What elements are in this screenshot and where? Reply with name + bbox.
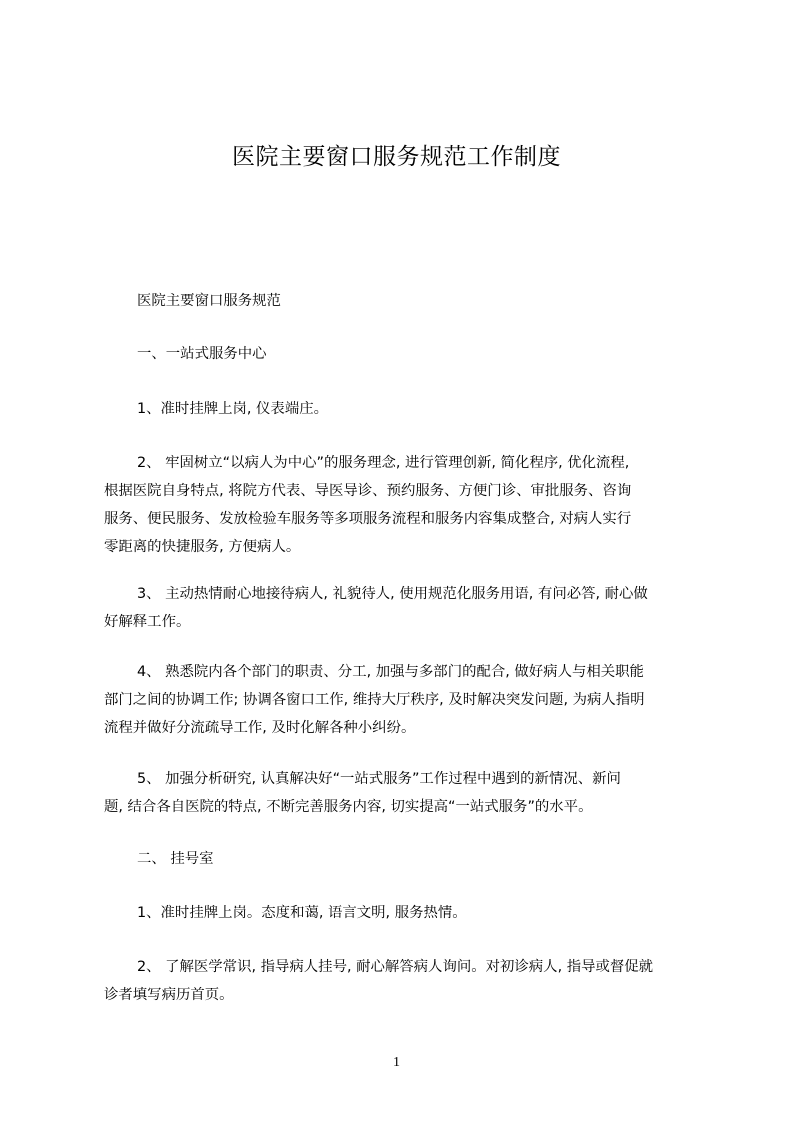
paragraph-line: 3、 主动热情耐心地接待病人, 礼貌待人, 使用规范化服务用语, 有问必答, 耐心做	[137, 586, 648, 602]
paragraph-line: 题, 结合各自医院的特点, 不断完善服务内容, 切实提高“一站式服务”的水平。	[104, 799, 593, 815]
paragraph-line: 部门之间的协调工作; 协调各窗口工作, 维持大厅秩序, 及时解决突发问题, 为病人指明	[104, 692, 645, 708]
section1-item5	[104, 765, 702, 821]
page-number: 1	[393, 1055, 400, 1070]
section1-item2	[104, 449, 702, 561]
subtitle: 医院主要窗口服务规范	[137, 293, 281, 309]
paragraph-line: 诊者填写病历首页。	[104, 987, 234, 1003]
paragraph-line: 5、 加强分析研究, 认真解决好“一站式服务”工作过程中遇到的新情况、新问	[137, 771, 621, 787]
section2-item1: 1、准时挂牌上岗。态度和蔼, 语言文明, 服务热情。	[137, 905, 467, 921]
section2-item2	[104, 953, 702, 1009]
paragraph-line: 服务、便民服务、发放检验车服务等多项服务流程和服务内容集成整合, 对病人实行	[104, 511, 632, 527]
paragraph-line: 2、 了解医学常识, 指导病人挂号, 耐心解答病人询问。对初诊病人, 指导或督促就	[137, 959, 654, 975]
section1-item4	[104, 658, 702, 742]
paragraph-line: 2、 牢固树立“以病人为中心”的服务理念, 进行管理创新, 简化程序, 优化流程,	[137, 455, 630, 471]
section1-heading: 一、一站式服务中心	[137, 346, 267, 362]
paragraph-line: 流程并做好分流疏导工作, 及时化解各种小纠纷。	[104, 720, 416, 736]
paragraph-line: 零距离的快捷服务, 方便病人。	[104, 539, 301, 555]
document-title: 医院主要窗口服务规范工作制度	[232, 144, 561, 170]
paragraph-line: 根据医院自身特点, 将院方代表、导医导诊、预约服务、方便门诊、审批服务、咨询	[104, 483, 632, 499]
section1-item3	[104, 580, 702, 636]
section2-heading: 二、 挂号室	[137, 851, 214, 867]
paragraph-line: 好解释工作。	[104, 614, 191, 630]
paragraph-line: 4、 熟悉院内各个部门的职责、分工, 加强与多部门的配合, 做好病人与相关职能	[137, 664, 644, 680]
section1-item1: 1、准时挂牌上岗, 仪表端庄。	[137, 401, 328, 417]
